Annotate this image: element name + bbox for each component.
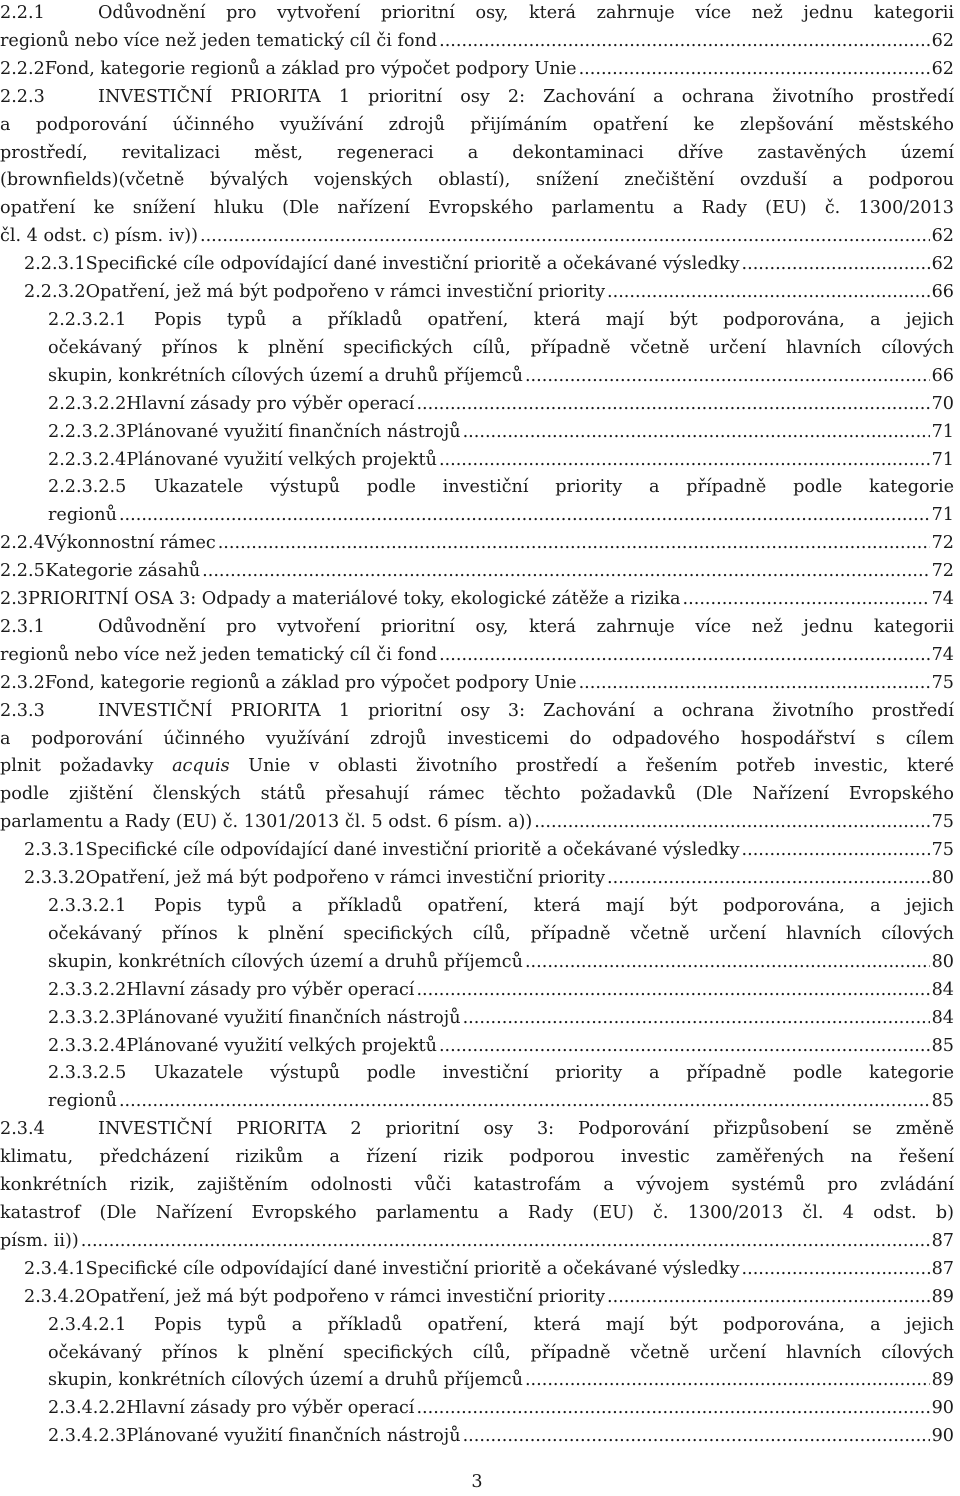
toc-entry-title: Hlavní zásady pro výběr operací [126,1398,415,1419]
toc-entry-title: Popis typů a příkladů opatření, která mají být podporována, a jejich [154,1314,954,1335]
toc-entry[interactable] [0,698,954,838]
toc-entry[interactable] [0,474,954,530]
toc-leader-dots [607,865,930,893]
toc-entry-title: Plánované využití velkých projektů [126,449,437,470]
toc-entry-page: 66 [931,282,954,303]
toc-entry[interactable] [0,1033,954,1061]
toc-entry-number: 2.3.4 [0,1119,45,1140]
toc-entry[interactable] [0,447,954,475]
toc-leader-dots [81,1228,930,1256]
toc-entry-title: Odůvodnění pro vytvoření prioritní osy, která zahrnuje více než jednu kategorii [98,616,954,637]
toc-entry-number: 2.3.3.2.3 [48,1007,127,1028]
toc-entry-title-continued: a podporování účinného využívání zdrojů přijímáním opatření ke zlepšování městského [0,114,954,135]
toc-leader-dots [218,530,930,558]
toc-entry-title: INVESTIČNÍ PRIORITA 1 prioritní osy 3: Zachování a ochrana životního prostředí [98,700,954,721]
toc-entry-page: 62 [931,226,954,247]
toc-entry[interactable] [0,251,954,279]
toc-entry-title-continued: konkrétních rizik, zajištěním odolnosti vůči katastrofám a vývojem systémů pro zvládání [0,1175,954,1196]
toc-entry-number: 2.2.3.1 [24,254,86,275]
toc-entry[interactable] [0,614,954,670]
toc-entry-title: Fond, kategorie regionů a základ pro výpočet podpory Unie [44,672,577,693]
toc-entry-number: 2.2.3.2.2 [48,393,127,414]
toc-entry[interactable] [0,419,954,447]
toc-entry-title: Specifické cíle odpovídající dané investiční prioritě a očekávané výsledky [85,254,740,275]
toc-entry-number: 2.2.1 [0,3,45,23]
toc-entry-title-continued: opatření ke snížení hluku (Dle nařízení Evropského parlamentu a Rady (EU) č. 1300/2013 [0,198,954,219]
toc-entry-title: Opatření, jež má být podpořeno v rámci investiční priority [85,1286,606,1307]
toc-entry-number: 2.3 [0,589,28,610]
toc-leader-dots [742,1256,930,1284]
toc-leader-dots [534,809,929,837]
toc-entry-number: 2.2.5 [0,561,45,582]
toc-entry-title-continued: klimatu, předcházení rizikům a řízení rizik podporou investic zaměřených na řešení [0,1147,954,1168]
toc-entry-title-continued: očekávaný přínos k plnění specifických cílů, případně včetně určení hlavních cílových [48,923,954,944]
toc-leader-dots [119,1088,930,1116]
toc-entry-title-continued: (brownfields)(včetně bývalých vojenských oblastí), snížení znečištění ovzduší a podporou [0,170,954,191]
toc-entry-number: 2.2.3.2.4 [48,449,127,470]
toc-entry-number: 2.3.2 [0,672,45,693]
toc-entry-number: 2.2.3 [0,86,45,107]
toc-entry-page: 72 [931,561,954,582]
toc-entry-title-continued: regionů [48,1091,117,1112]
toc-entry-page: 85 [931,1091,954,1112]
toc-entry-title-continued: a podporování účinného využívání zdrojů investicemi do odpadového hospodářství s cílem [0,728,954,749]
toc-entry-title-continued: písm. ii)) [0,1230,79,1251]
toc-entry-title-continued: očekávaný přínos k plnění specifických cílů, případně včetně určení hlavních cílových [48,337,954,358]
toc-entry-title-continued: skupin, konkrétních cílových území a druhů příjemců [48,951,523,972]
toc-entry-page: 62 [931,58,954,79]
toc-entry-page: 71 [931,421,954,442]
toc-leader-dots [579,56,930,84]
toc-entry-number: 2.3.3.2.1 [48,896,127,916]
toc-entry[interactable] [0,1423,954,1451]
toc-leader-dots [742,837,930,865]
toc-entry-number: 2.2.3.2.3 [48,421,127,442]
toc-entry-number: 2.3.3.2 [24,868,86,889]
toc-entry-page: 90 [931,1398,954,1419]
toc-entry[interactable] [0,1116,954,1256]
toc-entry-page: 84 [931,1007,954,1028]
toc-entry[interactable] [0,307,954,391]
toc-entry-title-continued: regionů nebo více než jeden tematický cíl či fond [0,644,438,665]
toc-entry[interactable] [0,530,954,558]
toc-entry-title: Plánované využití finančních nástrojů [126,1007,461,1028]
toc-entry[interactable] [0,893,954,977]
toc-entry[interactable] [0,279,954,307]
toc-entry-title-continued: podle zjištění členských států přesahují rámec těchto požadavků (Dle Nařízení Evropského [0,784,954,805]
toc-leader-dots [463,1005,930,1033]
toc-entry-title: Specifické cíle odpovídající dané investiční prioritě a očekávané výsledky [85,1258,740,1279]
toc-leader-dots [416,391,929,419]
toc-entry[interactable] [0,837,954,865]
toc-entry[interactable] [0,56,954,84]
toc-leader-dots [525,1367,930,1395]
toc-leader-dots [416,977,929,1005]
toc-entry-number: 2.3.4.2.2 [48,1398,127,1419]
toc-entry-page: 71 [931,449,954,470]
toc-entry-page: 87 [931,1258,954,1279]
toc-entry-page: 75 [931,840,954,861]
toc-leader-dots [439,28,929,56]
toc-leader-dots [119,502,930,530]
toc-entry-title-continued: katastrof (Dle Nařízení Evropského parlamentu a Rady (EU) č. 1300/2013 čl. 4 odst. b) [0,1202,954,1223]
toc-entry-number: 2.2.3.2 [24,282,86,303]
toc-leader-dots [742,251,930,279]
toc-entry-title: Popis typů a příkladů opatření, která mají být podporována, a jejich [154,309,954,330]
toc-entry-page: 66 [931,365,954,386]
toc-entry-title-continued: čl. 4 odst. c) písm. iv)) [0,226,198,247]
toc-entry-title-continued: prostředí, revitalizaci měst, regeneraci a dekontaminaci dříve zastavěných území [0,142,954,163]
toc-entry-number: 2.3.3.2.5 [48,1063,127,1084]
toc-entry-title: INVESTIČNÍ PRIORITA 2 prioritní osy 3: Podporování přizpůsobení se změně [98,1119,954,1140]
toc-entry[interactable] [0,391,954,419]
toc-entry-number: 2.3.4.1 [24,1258,86,1279]
toc-entry-title: Odůvodnění pro vytvoření prioritní osy, která zahrnuje více než jednu kategorii [98,3,954,23]
toc-entry-title: Plánované využití finančních nástrojů [126,1426,461,1447]
toc-entry-title-continued: regionů nebo více než jeden tematický cíl či fond [0,30,438,51]
toc-entry[interactable] [0,670,954,698]
toc-entry-page: 85 [931,1035,954,1056]
toc-entry-number: 2.3.4.2.3 [48,1426,127,1447]
toc-leader-dots [579,670,930,698]
toc-entry-page: 80 [931,951,954,972]
toc-entry-page: 62 [931,254,954,275]
toc-entry[interactable] [0,977,954,1005]
toc-entry-title: Popis typů a příkladů opatření, která mají být podporována, a jejich [154,896,954,916]
toc-leader-dots [439,447,930,475]
toc-entry-title: INVESTIČNÍ PRIORITA 1 prioritní osy 2: Zachování a ochrana životního prostředí [98,86,954,107]
toc-entry-title-continued: regionů [48,505,117,526]
toc-entry-title: Hlavní zásady pro výběr operací [126,979,415,1000]
toc-entry-page: 90 [931,1426,954,1447]
toc-entry[interactable] [0,1256,954,1284]
toc-leader-dots [607,279,930,307]
toc-leader-dots [416,1395,929,1423]
toc-entry-title-continued: očekávaný přínos k plnění specifických cílů, případně včetně určení hlavních cílových [48,1342,954,1363]
toc-entry-page: 74 [931,644,954,665]
toc-leader-dots [607,1284,930,1312]
toc-entry-page: 62 [931,30,954,51]
toc-leader-dots [439,642,929,670]
toc-entry-title-continued: skupin, konkrétních cílových území a druhů příjemců [48,1370,523,1391]
toc-entry[interactable] [0,1005,954,1033]
toc-entry-page: 75 [931,812,954,833]
toc-entry-title-continued: parlamentu a Rady (EU) č. 1301/2013 čl. 5 odst. 6 písm. a)) [0,812,533,833]
toc-entry-title: Hlavní zásady pro výběr operací [126,393,415,414]
toc-leader-dots [200,223,930,251]
toc-entry-title-continued: skupin, konkrétních cílových území a druhů příjemců [48,365,523,386]
toc-leader-dots [525,949,930,977]
toc-entry[interactable] [0,1284,954,1312]
toc-entry-title-continued: plnit požadavky acquis Unie v oblasti životního prostředí a řešením potřeb investic, které [0,756,954,777]
toc-entry[interactable] [0,1060,954,1116]
toc-entry-title: Ukazatele výstupů podle investiční priority a případně podle kategorie [154,477,954,498]
toc-entry-page: 71 [931,505,954,526]
toc-entry-number: 2.2.3.2.5 [48,477,127,498]
toc-leader-dots [463,419,930,447]
toc-entry-number: 2.3.4.2.1 [48,1314,127,1335]
toc-entry[interactable] [0,865,954,893]
toc-entry-page: 72 [931,533,954,554]
page-number: 3 [471,1472,483,1492]
toc-entry-number: 2.2.4 [0,533,45,554]
toc-entry[interactable] [0,1395,954,1423]
toc-entry-title: Opatření, jež má být podpořeno v rámci investiční priority [85,282,606,303]
toc-entry-number: 2.2.2 [0,58,45,79]
toc-entry[interactable] [0,586,954,614]
toc-leader-dots [202,558,929,586]
toc-entry-title: Fond, kategorie regionů a základ pro výpočet podpory Unie [44,58,577,79]
toc-entry-number: 2.2.3.2.1 [48,309,127,330]
toc-entry-number: 2.3.3.2.4 [48,1035,127,1056]
toc-entry-title: PRIORITNÍ OSA 3: Odpady a materiálové toky, ekologické zátěže a rizika [27,589,681,610]
toc-entry-title: Specifické cíle odpovídající dané investiční prioritě a očekávané výsledky [85,840,740,861]
toc-entry[interactable] [0,558,954,586]
toc-entry-number: 2.3.3.2.2 [48,979,127,1000]
toc-entry[interactable] [0,84,954,251]
toc-entry-title: Ukazatele výstupů podle investiční priority a případně podle kategorie [154,1063,954,1084]
toc-entry-page: 70 [931,393,954,414]
toc-entry-page: 87 [931,1230,954,1251]
toc-entry-page: 89 [931,1370,954,1391]
toc-entry[interactable] [0,1312,954,1396]
toc-leader-dots [525,363,930,391]
toc-entry-number: 2.3.4.2 [24,1286,86,1307]
toc-leader-dots [463,1423,930,1451]
toc-entry-number: 2.3.3 [0,700,45,721]
toc-entry-number: 2.3.1 [0,616,45,637]
toc-entry-page: 89 [931,1286,954,1307]
toc-entry[interactable] [0,0,954,56]
toc-entry-title: Kategorie zásahů [45,561,201,582]
toc-entry-title: Výkonnostní rámec [44,533,216,554]
toc-entry-number: 2.3.3.1 [24,840,86,861]
toc-entry-page: 84 [931,979,954,1000]
toc-entry-title: Plánované využití velkých projektů [126,1035,437,1056]
toc-entry-page: 80 [931,868,954,889]
toc-entry-page: 75 [931,672,954,693]
toc-entry-title: Plánované využití finančních nástrojů [126,421,461,442]
toc-leader-dots [439,1033,930,1061]
toc-entry-title: Opatření, jež má být podpořeno v rámci investiční priority [85,868,606,889]
toc-leader-dots [683,586,930,614]
toc-entry-page: 74 [931,589,954,610]
